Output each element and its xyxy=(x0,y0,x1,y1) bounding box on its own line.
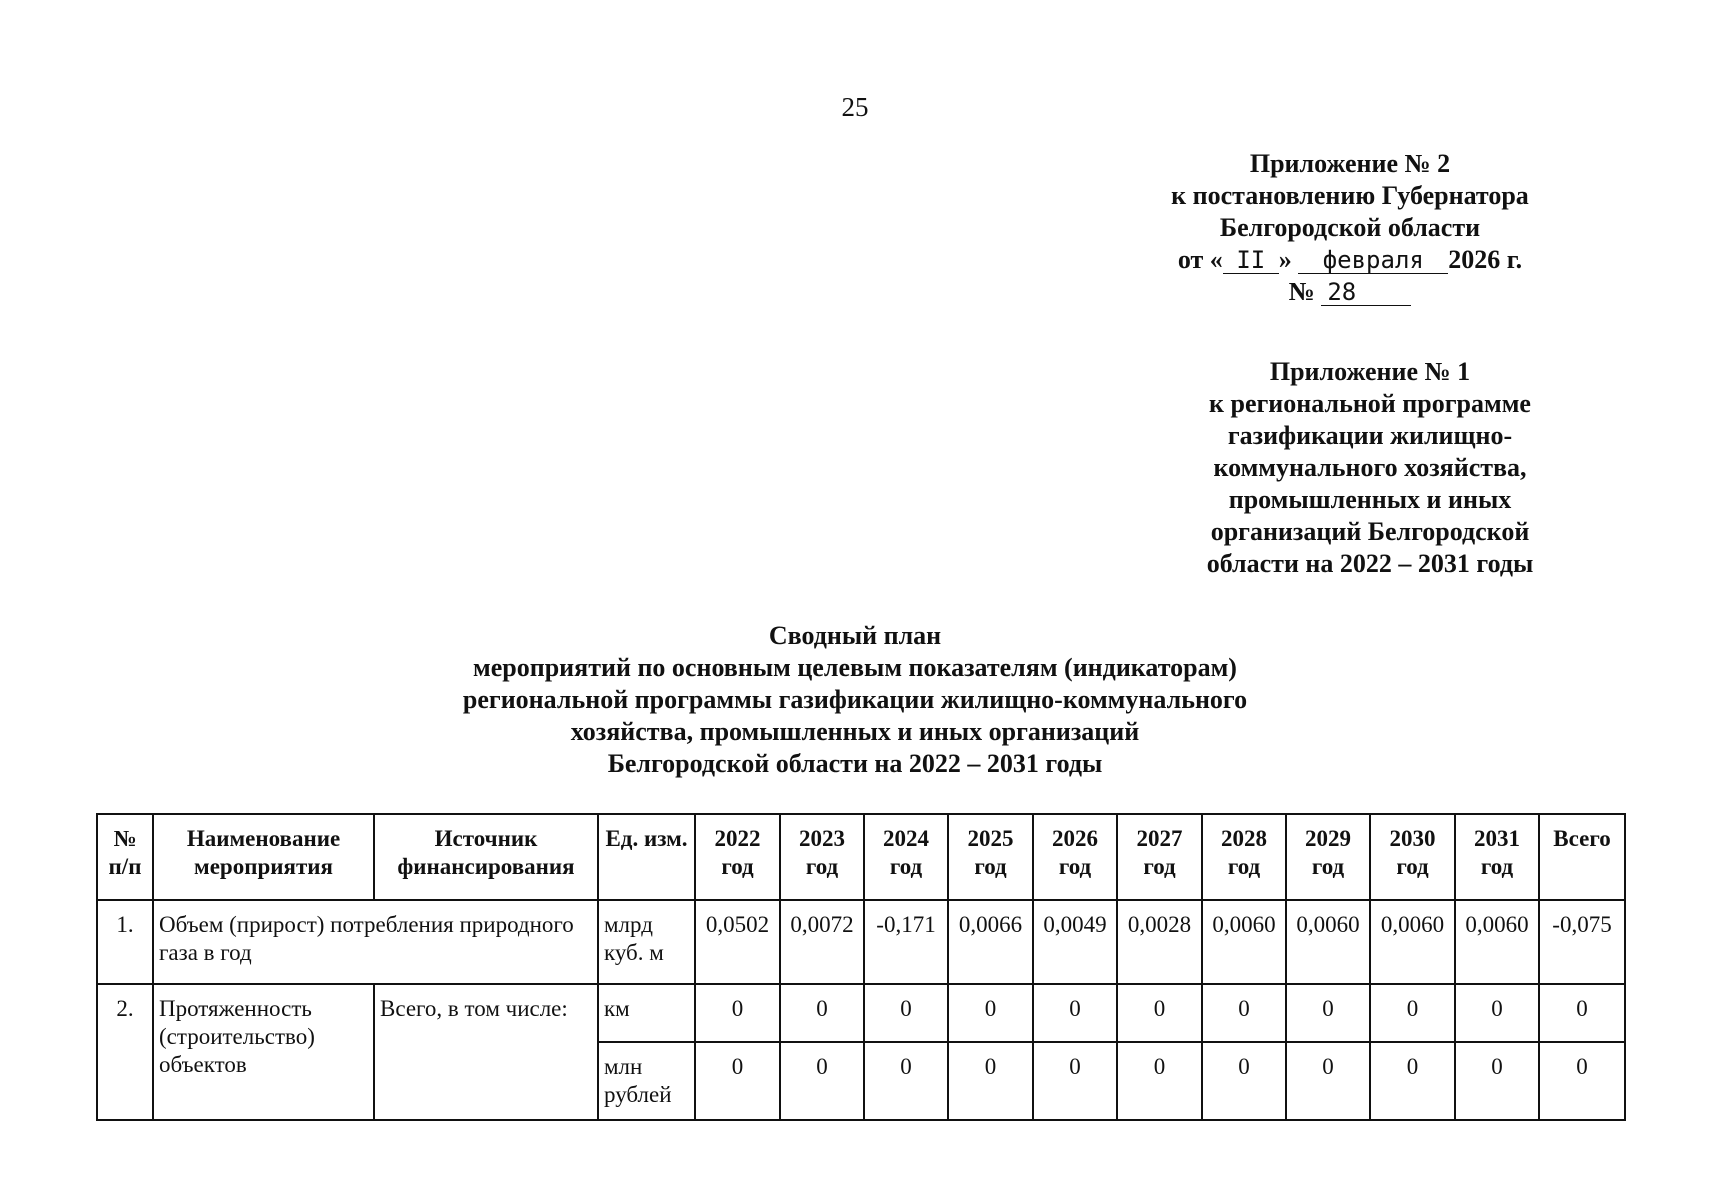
appendix-2-header xyxy=(1130,148,1570,308)
appendix-2-date-line xyxy=(1130,244,1570,276)
value-cell: 0 xyxy=(864,984,948,1042)
value-cell: 0,0060 xyxy=(1455,900,1539,984)
title-line: мероприятий по основным целевым показателям (индикаторам) xyxy=(473,653,1237,682)
total-cell: 0 xyxy=(1539,984,1625,1042)
appendix-2-number-line xyxy=(1130,276,1570,308)
title-line: Сводный план xyxy=(768,621,942,650)
title-line: хозяйства, промышленных и иных организаций xyxy=(570,717,1140,746)
header-cell-number: № п/п xyxy=(97,814,153,900)
appendix-1-line: Приложение № 1 xyxy=(1269,357,1471,386)
value-cell: 0 xyxy=(948,984,1033,1042)
value-cell: 0 xyxy=(1286,1042,1370,1120)
appendix-2-line-decree: к постановлению Губернатора xyxy=(1171,181,1529,210)
measure-name: Объем (прирост) потребления природного газа в год xyxy=(153,900,598,984)
date-mid: » xyxy=(1278,245,1292,274)
unit-cell: млрд куб. м xyxy=(598,900,695,984)
number-field: 28 xyxy=(1321,279,1411,306)
value-cell: 0 xyxy=(780,984,864,1042)
value-cell: 0 xyxy=(1370,1042,1455,1120)
appendix-2-line-region: Белгородской области xyxy=(1219,213,1481,242)
value-cell: 0 xyxy=(695,1042,780,1120)
row-number: 2. xyxy=(97,984,153,1120)
document-title xyxy=(380,620,1330,780)
appendix-1-header xyxy=(1160,356,1580,580)
table-row xyxy=(97,900,1625,984)
value-cell: 0 xyxy=(1117,984,1202,1042)
unit-cell: км xyxy=(598,984,695,1042)
title-line: Белгородской области на 2022 – 2031 годы xyxy=(607,749,1103,778)
title-line: региональной программы газификации жилищно-коммунального xyxy=(462,685,1248,714)
value-cell: 0 xyxy=(780,1042,864,1120)
table-row xyxy=(97,984,1625,1042)
page-number: 25 xyxy=(841,92,869,122)
value-cell: 0 xyxy=(1202,1042,1286,1120)
date-prefix: от « xyxy=(1177,245,1223,274)
value-cell: 0 xyxy=(1286,984,1370,1042)
value-cell: 0 xyxy=(1033,1042,1117,1120)
value-cell: -0,171 xyxy=(864,900,948,984)
value-cell: 0 xyxy=(1455,1042,1539,1120)
header-cell-source: Источник финансирования xyxy=(374,814,598,900)
value-cell: 0,0066 xyxy=(948,900,1033,984)
value-cell: 0 xyxy=(1455,984,1539,1042)
date-month-field: февраля xyxy=(1298,247,1448,274)
appendix-1-line: газификации жилищно- xyxy=(1227,421,1513,450)
unit-cell: млн рублей xyxy=(598,1042,695,1120)
header-cell-year: 2023 год xyxy=(780,814,864,900)
header-cell-year: 2025 год xyxy=(948,814,1033,900)
number-prefix: № xyxy=(1288,277,1315,306)
value-cell: 0,0502 xyxy=(695,900,780,984)
row-number: 1. xyxy=(97,900,153,984)
header-cell-year: 2031 год xyxy=(1455,814,1539,900)
appendix-1-line: коммунального хозяйства, xyxy=(1213,453,1527,482)
summary-plan-table xyxy=(96,813,1626,1121)
appendix-1-line: организаций Белгородской xyxy=(1210,517,1530,546)
table-header-row xyxy=(97,814,1625,900)
value-cell: 0,0028 xyxy=(1117,900,1202,984)
appendix-2-title: Приложение № 2 xyxy=(1249,149,1451,178)
funding-source: Всего, в том числе: xyxy=(374,984,598,1120)
header-cell-year: 2029 год xyxy=(1286,814,1370,900)
value-cell: 0,0060 xyxy=(1202,900,1286,984)
header-cell-year: 2026 год xyxy=(1033,814,1117,900)
value-cell: 0 xyxy=(695,984,780,1042)
header-cell-year: 2022 год xyxy=(695,814,780,900)
header-cell-year: 2030 год xyxy=(1370,814,1455,900)
value-cell: 0 xyxy=(864,1042,948,1120)
appendix-1-line: к региональной программе xyxy=(1209,389,1531,418)
appendix-1-line: области на 2022 – 2031 годы xyxy=(1206,549,1534,578)
value-cell: 0,0060 xyxy=(1370,900,1455,984)
measure-name: Протяженность (строительство) объектов xyxy=(153,984,374,1120)
value-cell: 0 xyxy=(1117,1042,1202,1120)
value-cell: 0 xyxy=(1033,984,1117,1042)
header-cell-year: 2027 год xyxy=(1117,814,1202,900)
value-cell: 0,0060 xyxy=(1286,900,1370,984)
date-day-field: II xyxy=(1223,247,1279,274)
header-cell-unit: Ед. изм. xyxy=(598,814,695,900)
value-cell: 0 xyxy=(948,1042,1033,1120)
date-suffix: 2026 г. xyxy=(1448,245,1523,274)
value-cell: 0,0072 xyxy=(780,900,864,984)
value-cell: 0,0049 xyxy=(1033,900,1117,984)
value-cell: 0 xyxy=(1202,984,1286,1042)
header-cell-year: 2028 год xyxy=(1202,814,1286,900)
header-cell-year: 2024 год xyxy=(864,814,948,900)
header-cell-total: Всего xyxy=(1539,814,1625,900)
value-cell: 0 xyxy=(1370,984,1455,1042)
appendix-1-line: промышленных и иных xyxy=(1228,485,1512,514)
total-cell: 0 xyxy=(1539,1042,1625,1120)
total-cell: -0,075 xyxy=(1539,900,1625,984)
header-cell-name: Наименование мероприятия xyxy=(153,814,374,900)
